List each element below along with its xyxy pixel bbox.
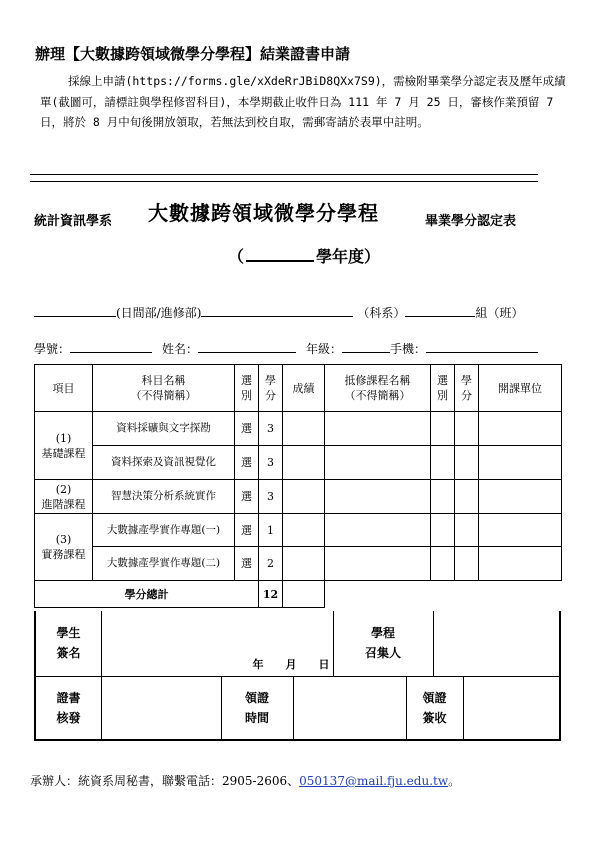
grade-field[interactable] — [342, 340, 390, 353]
grade-cell[interactable] — [283, 446, 325, 480]
sub-course-cell[interactable] — [325, 547, 431, 581]
header-sub-elective — [431, 365, 455, 412]
unit-cell[interactable] — [479, 547, 562, 581]
label-line: 證書 — [56, 691, 81, 705]
course-type: 選 — [235, 412, 259, 446]
total-label: 學分總計 — [35, 581, 259, 608]
grade-cell[interactable] — [283, 547, 325, 581]
total-blank — [283, 581, 325, 608]
header-sub-elective-1: 選 — [437, 374, 448, 387]
total-value: 12 — [259, 581, 283, 608]
label-line: 學程 — [370, 626, 395, 640]
sub-credit-cell[interactable] — [455, 480, 479, 514]
sub-credit-cell[interactable] — [455, 547, 479, 581]
header-elective — [235, 365, 259, 412]
group-num: (1) — [55, 431, 72, 445]
header-credit-2: 分 — [265, 389, 276, 402]
intro-paragraph: 採線上申請(https://forms.gle/xXdeRrJBiD8QXx7S9)，需檢附畢業學分認定表及歷年成績單(截圖可，請標註與學程修習科目)，本學期截止收件日為 111 年 7 月 25 日，審核作業預留 7 日，將於 8 月中旬後開放領取，若無法到校自取，需郵寄請於表單中註明。 — [40, 74, 566, 129]
unit-cell[interactable] — [479, 480, 562, 514]
department-name: 統計資訊學系 — [34, 214, 113, 229]
course-credit: 3 — [259, 412, 283, 446]
label-line: 召集人 — [364, 646, 401, 660]
divider — [433, 611, 434, 676]
divider — [293, 676, 294, 739]
group-name: 基礎課程 — [41, 446, 86, 460]
label-line: 核發 — [56, 711, 81, 725]
sub-type-cell[interactable] — [431, 446, 455, 480]
student-id-label: 學號： — [34, 342, 71, 356]
program-title: 大數據跨領域微學分學程 — [148, 201, 379, 225]
student-name-label: 姓名： — [162, 342, 199, 356]
header-course-line2: （不得簡稱） — [130, 389, 197, 402]
group-practical — [35, 514, 93, 581]
sub-course-cell[interactable] — [325, 412, 431, 446]
header-course-name — [93, 365, 235, 412]
pickup-time-label — [221, 688, 293, 728]
division-label: (日間部/進修部) — [116, 306, 202, 320]
sub-type-cell[interactable] — [431, 547, 455, 581]
sub-credit-cell[interactable] — [455, 446, 479, 480]
table-row — [35, 514, 562, 547]
sub-course-cell[interactable] — [325, 446, 431, 480]
table-row — [35, 412, 562, 446]
sub-course-cell[interactable] — [325, 514, 431, 547]
class-blank-field[interactable] — [405, 304, 475, 317]
info-row-division — [34, 304, 523, 321]
table-row — [35, 547, 562, 581]
separator-line — [30, 174, 538, 182]
unit-cell[interactable] — [479, 446, 562, 480]
label-line: 時間 — [244, 711, 269, 725]
form-title: 畢業學分認定表 — [425, 214, 517, 229]
page-heading: 辦理【大數據跨領域微學分學程】結業證書申請 — [35, 45, 351, 63]
table-row — [35, 446, 562, 480]
info-row-student — [34, 340, 538, 357]
divider — [101, 676, 102, 739]
header-elective-2: 別 — [241, 389, 252, 402]
course-type: 選 — [235, 547, 259, 581]
total-right-blank — [325, 581, 562, 608]
class-label: 組（班） — [475, 306, 524, 320]
header-sub-elective-2: 別 — [437, 389, 448, 402]
grade-label: 年級： — [306, 342, 343, 356]
grade-cell[interactable] — [283, 480, 325, 514]
sub-course-cell[interactable] — [325, 480, 431, 514]
footer-prefix: 承辦人：統資系周秘書，聯繫電話：2905-2606、 — [30, 774, 300, 788]
sub-credit-cell[interactable] — [455, 412, 479, 446]
header-elective-1: 選 — [241, 374, 252, 387]
header-grade: 成績 — [283, 365, 325, 412]
certificate-issue-label — [36, 688, 101, 728]
course-name: 資料探索及資訊視覺化 — [93, 446, 235, 480]
phone-field[interactable] — [426, 340, 538, 353]
signature-date[interactable]: 年 月 日 — [252, 658, 330, 671]
course-name: 大數據產學實作專題(二) — [93, 547, 235, 581]
year-blank-field[interactable] — [246, 246, 314, 262]
sub-credit-cell[interactable] — [455, 514, 479, 547]
grade-cell[interactable] — [283, 514, 325, 547]
year-label: 學年度 — [316, 247, 365, 266]
header-sub-credit — [455, 365, 479, 412]
sub-type-cell[interactable] — [431, 412, 455, 446]
course-credit: 3 — [259, 446, 283, 480]
group-name: 實務課程 — [41, 548, 86, 561]
contact-email-link[interactable]: 050137@mail.fju.edu.tw — [299, 774, 449, 788]
sub-type-cell[interactable] — [431, 480, 455, 514]
course-credit: 3 — [259, 480, 283, 514]
group-num: (3) — [55, 533, 72, 546]
header-offering-unit: 開課單位 — [479, 365, 562, 412]
table-header-row — [35, 365, 562, 412]
header-sub-line1: 抵修課程名稱 — [344, 374, 411, 387]
header-substitute-course — [325, 365, 431, 412]
label-line: 簽收 — [422, 711, 447, 725]
course-type: 選 — [235, 446, 259, 480]
course-credit: 1 — [259, 514, 283, 547]
unit-cell[interactable] — [479, 412, 562, 446]
header-sub-credit-1: 學 — [461, 374, 472, 387]
course-credit: 2 — [259, 547, 283, 581]
header-course-line1: 科目名稱 — [141, 374, 186, 387]
course-name: 資料採礦與文字探勘 — [93, 412, 235, 446]
divider — [36, 676, 559, 677]
group-num: (2) — [55, 482, 72, 496]
grade-cell[interactable] — [283, 412, 325, 446]
header-sub-line2: （不得簡稱） — [344, 389, 411, 402]
label-line: 學生 — [56, 626, 81, 640]
dept-blank-field[interactable] — [201, 304, 353, 317]
divider — [101, 611, 102, 676]
year-open-paren: （ — [228, 247, 245, 266]
footer-suffix: 。 — [448, 774, 461, 788]
phone-label: 手機： — [390, 342, 427, 356]
student-signature-label — [36, 623, 101, 663]
divider — [463, 676, 464, 739]
group-basic — [35, 412, 93, 480]
footer-contact — [30, 772, 460, 789]
total-row — [35, 581, 562, 608]
division-blank-field[interactable] — [34, 304, 116, 317]
group-name: 進階課程 — [41, 497, 86, 511]
header-credit-1: 學 — [265, 374, 276, 387]
dept-label: （科系） — [357, 306, 406, 320]
signature-block — [34, 611, 561, 741]
convener-label — [333, 623, 433, 663]
pickup-sign-label — [406, 688, 463, 728]
table-row — [35, 480, 562, 514]
course-name: 大數據產學實作專題(一) — [93, 514, 235, 547]
course-type: 選 — [235, 480, 259, 514]
course-type: 選 — [235, 514, 259, 547]
header-credit — [259, 365, 283, 412]
header-sub-credit-2: 分 — [461, 389, 472, 402]
academic-year-row — [228, 244, 380, 267]
unit-cell[interactable] — [479, 514, 562, 547]
course-name: 智慧決策分析系統實作 — [93, 480, 235, 514]
header-item: 項目 — [35, 365, 93, 412]
student-name-field[interactable] — [198, 340, 296, 353]
label-line: 簽名 — [56, 646, 81, 660]
credit-table — [34, 364, 562, 608]
student-id-field[interactable] — [70, 340, 152, 353]
sub-type-cell[interactable] — [431, 514, 455, 547]
group-advanced — [35, 480, 93, 514]
label-line: 領證 — [422, 691, 447, 705]
year-close-paren: ） — [364, 247, 381, 266]
label-line: 領證 — [244, 691, 269, 705]
